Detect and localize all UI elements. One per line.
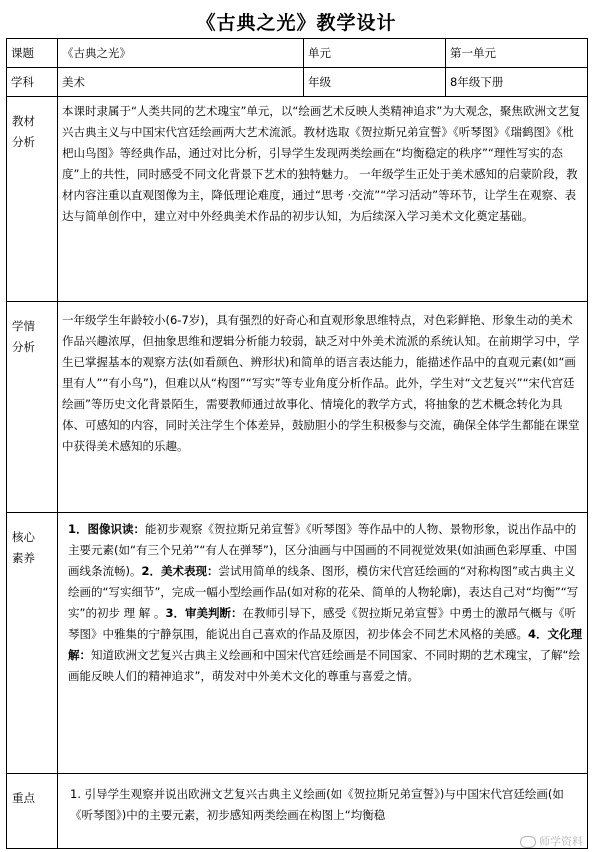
student-analysis-label-2: 分析 [12,340,35,354]
student-analysis-cell [58,302,588,513]
textbook-analysis-text: 本课时隶属于“人类共同的艺术瑰宝”单元，以“绘画艺术反映人类精神追求”为大观念，聚焦欧洲文艺复兴古典主义与中国宋代宫廷绘画两大艺术流派。教材选取《贺拉斯兄弟宣誓》《听琴图》《瑞鹤图》《枇杷山鸟图》等经典作品，通过对比分析，引导学生发现两类绘画在“均衡稳定的秩序”“理性写实的态度”上的共性，同时感受不同文化背景下艺术的独特魅力。 一年级学生正处于美术感知的启蒙阶段，教材内容注重以直观图像为主，降低理论难度，通过“思考 ·交流”“学习活动”等环节，让学生在观察、表达与简单创作中，建立对中外经典美术作品的初步认知，为后续深入学习美术文化奠定基础。 [62,104,581,223]
core-item-4-head: 4．文化理解： [68,627,583,662]
student-analysis-label [7,302,58,513]
row-key-points [7,774,588,849]
core-item-2-body: 尝试用简单的线条、图形，模仿宋代宫廷绘画的“对称构图”或古典主义绘画的“写实细节”，完成一幅小型绘画作品(如对称的花朵、简单的人物轮廓)，表达自己对“均衡”“写实”的初步 理 解 。 [68,564,579,620]
textbook-analysis-cell [58,97,588,302]
key-points-label: 重点 [7,774,58,849]
watermark [520,833,583,849]
subject-value: 美术 [58,68,304,97]
textbook-analysis-label-2: 分析 [12,135,35,149]
student-analysis-text: 一年级学生年龄较小(6-7岁)，具有强烈的好奇心和直观形象思维特点，对色彩鲜艳、形象生动的美术作品兴趣浓厚，但抽象思维和逻辑分析能力较弱，缺乏对中外美术流派的系统认知。在前期学习中，学生已掌握基本的观察方法(如看颜色、辨形状)和简单的语言表达能力，能描述作品中的直观元素(如“画里有人”“有小鸟”)，但难以从“构图”“写实”等专业角度分析作品。此外，学生对“文艺复兴”“宋代宫廷绘画”等历史文化背景陌生，需要教师通过故事化、情境化的教学方式，将抽象的艺术概念转化为具体、可感知的内容，同时关注学生个体差异，鼓励胆小的学生积极参与交流，确保全体学生都能在课堂中获得美术感知的乐趣。 [62,313,580,453]
core-item-3-body: 在教师引导下，感受《贺拉斯兄弟宣誓》中勇士的激昂气概与《听琴图》中雅集的宁静氛围，能说出自己喜欢的作品及原因，初步体会不同艺术风格的美感。 [68,606,576,641]
grade-label: 年级 [304,68,446,97]
core-item-1-head: 1．图像识读： [68,522,146,536]
key-points-text: 1. 引导学生观察并说出欧洲文艺复兴古典主义绘画(如《贺拉斯兄弟宣誓》)与中国宋代宫廷绘画(如《听琴图》)中的主要元素，初步感知两类绘画在构图上“均衡稳 [70,787,564,822]
student-analysis-label-1: 学情 [12,319,35,333]
watermark-text: 师学资料 [539,835,583,848]
unit-value: 第一单元 [446,39,588,68]
core-item-4-body: 知道欧洲文艺复兴古典主义绘画和中国宋代宫廷绘画是不同国家、不同时期的艺术瑰宝，了解“绘画能反映人们的精神追求”，萌发对中外美术文化的尊重与喜爱之情。 [68,648,580,683]
core-literacy-label [7,513,58,774]
subject-label: 学科 [7,68,58,97]
core-item-3-head: 3．审美判断： [165,606,243,620]
textbook-analysis-label-1: 教材 [12,114,35,128]
page-title: 《古典之光》教学设计 [196,12,397,34]
key-points-cell [58,774,588,849]
row-student-analysis [7,302,588,513]
row-course [7,39,588,68]
course-label: 课题 [7,39,58,68]
core-literacy-label-2: 素养 [12,551,35,565]
row-core-literacy [7,513,588,774]
textbook-analysis-label [7,97,58,302]
core-item-2-head: 2．美术表现： [141,564,219,578]
core-literacy-label-1: 核心 [12,530,35,544]
row-textbook-analysis [7,97,588,302]
grade-value: 8年级下册 [446,68,588,97]
row-subject [7,68,588,97]
core-literacy-cell [58,513,588,774]
lesson-plan-table [6,38,588,849]
course-value: 《古典之光》 [58,39,304,68]
wechat-icon [520,836,536,848]
core-item-1-body: 能初步观察《贺拉斯兄弟宣誓》《听琴图》等作品中的人物、景物形象，说出作品中的主要元素(如“有三个兄弟”“有人在弹琴”)，区分油画与中国画的不同视觉效果(如油画色彩厚重、中国画线条流畅)。 [68,522,577,578]
unit-label: 单元 [304,39,446,68]
